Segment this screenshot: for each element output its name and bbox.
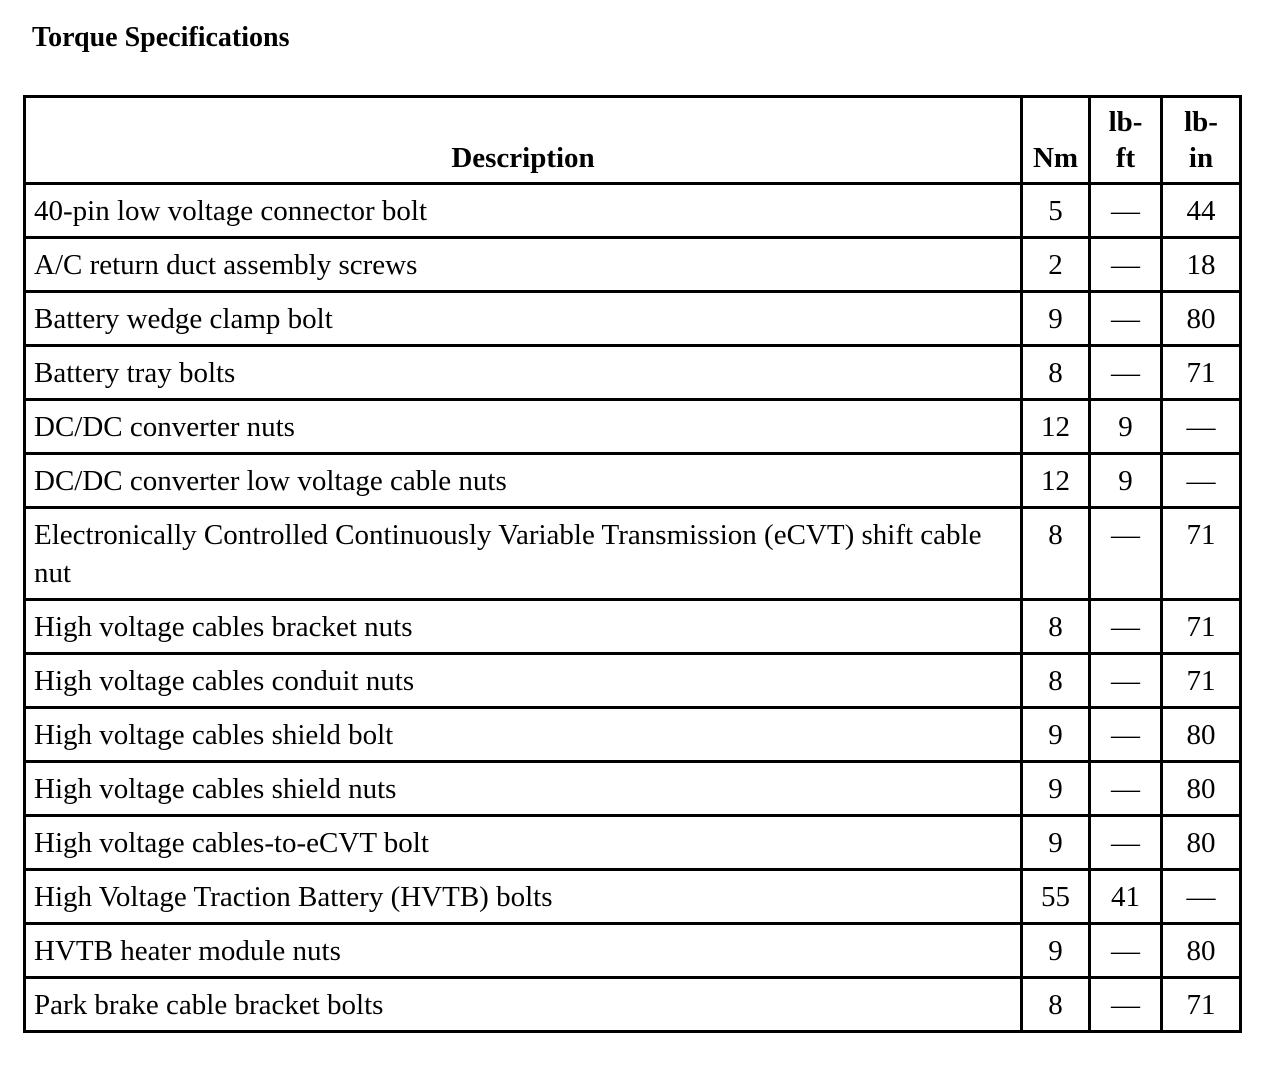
torque-specifications-table [23, 95, 1242, 1033]
cell-lbin: — [1162, 400, 1241, 454]
cell-nm: 8 [1022, 508, 1090, 600]
table-body [25, 184, 1241, 1032]
cell-nm: 9 [1022, 816, 1090, 870]
cell-lbin: 80 [1162, 762, 1241, 816]
cell-lbin: 71 [1162, 508, 1241, 600]
cell-lbft: — [1090, 346, 1162, 400]
cell-description: A/C return duct assembly screws [25, 238, 1022, 292]
page-title: Torque Specifications [32, 22, 290, 53]
cell-lbft: — [1090, 508, 1162, 600]
table-row [25, 654, 1241, 708]
cell-nm: 55 [1022, 870, 1090, 924]
cell-description: Electronically Controlled Continuously Variable Transmission (eCVT) shift cable nut [25, 508, 1022, 600]
table-row [25, 924, 1241, 978]
cell-nm: 12 [1022, 454, 1090, 508]
cell-nm: 2 [1022, 238, 1090, 292]
cell-lbft: — [1090, 762, 1162, 816]
cell-lbin: 80 [1162, 816, 1241, 870]
cell-lbin: 44 [1162, 184, 1241, 238]
column-header-nm: Nm [1022, 97, 1090, 184]
cell-description: HVTB heater module nuts [25, 924, 1022, 978]
cell-lbft: — [1090, 924, 1162, 978]
cell-lbft: 41 [1090, 870, 1162, 924]
cell-description: 40-pin low voltage connector bolt [25, 184, 1022, 238]
table-row [25, 816, 1241, 870]
table-row [25, 346, 1241, 400]
cell-nm: 8 [1022, 978, 1090, 1032]
cell-lbft: — [1090, 184, 1162, 238]
cell-nm: 9 [1022, 292, 1090, 346]
cell-nm: 9 [1022, 762, 1090, 816]
cell-lbin: 18 [1162, 238, 1241, 292]
table-row [25, 708, 1241, 762]
cell-lbin: — [1162, 454, 1241, 508]
cell-lbft: — [1090, 600, 1162, 654]
table-row [25, 238, 1241, 292]
cell-description: DC/DC converter low voltage cable nuts [25, 454, 1022, 508]
cell-lbft: — [1090, 292, 1162, 346]
cell-description: DC/DC converter nuts [25, 400, 1022, 454]
cell-lbin: 71 [1162, 978, 1241, 1032]
cell-lbin: 71 [1162, 654, 1241, 708]
table-row [25, 870, 1241, 924]
column-header-lbft: lb- ft [1090, 97, 1162, 184]
cell-description: High voltage cables conduit nuts [25, 654, 1022, 708]
cell-lbft: — [1090, 816, 1162, 870]
table-header-row [25, 97, 1241, 184]
cell-description: High voltage cables-to-eCVT bolt [25, 816, 1022, 870]
cell-description: High voltage cables bracket nuts [25, 600, 1022, 654]
cell-lbin: 80 [1162, 708, 1241, 762]
table-row [25, 978, 1241, 1032]
cell-lbft: — [1090, 654, 1162, 708]
cell-nm: 8 [1022, 600, 1090, 654]
cell-description: Battery tray bolts [25, 346, 1022, 400]
cell-lbft: 9 [1090, 454, 1162, 508]
cell-description: High voltage cables shield bolt [25, 708, 1022, 762]
cell-nm: 5 [1022, 184, 1090, 238]
cell-description: High voltage cables shield nuts [25, 762, 1022, 816]
cell-lbin: 80 [1162, 924, 1241, 978]
cell-nm: 8 [1022, 654, 1090, 708]
cell-nm: 8 [1022, 346, 1090, 400]
cell-lbft: — [1090, 978, 1162, 1032]
cell-description: Battery wedge clamp bolt [25, 292, 1022, 346]
cell-nm: 9 [1022, 708, 1090, 762]
table-row [25, 184, 1241, 238]
table-row [25, 454, 1241, 508]
cell-lbft: 9 [1090, 400, 1162, 454]
cell-lbft: — [1090, 238, 1162, 292]
cell-lbin: 80 [1162, 292, 1241, 346]
cell-lbin: — [1162, 870, 1241, 924]
column-header-description: Description [25, 97, 1022, 184]
cell-lbin: 71 [1162, 600, 1241, 654]
table-row [25, 508, 1241, 600]
table-row [25, 292, 1241, 346]
table-row [25, 762, 1241, 816]
cell-nm: 9 [1022, 924, 1090, 978]
column-header-lbin: lb- in [1162, 97, 1241, 184]
table-row [25, 400, 1241, 454]
cell-lbin: 71 [1162, 346, 1241, 400]
cell-nm: 12 [1022, 400, 1090, 454]
cell-description: Park brake cable bracket bolts [25, 978, 1022, 1032]
table-row [25, 600, 1241, 654]
cell-lbft: — [1090, 708, 1162, 762]
cell-description: High Voltage Traction Battery (HVTB) bolts [25, 870, 1022, 924]
